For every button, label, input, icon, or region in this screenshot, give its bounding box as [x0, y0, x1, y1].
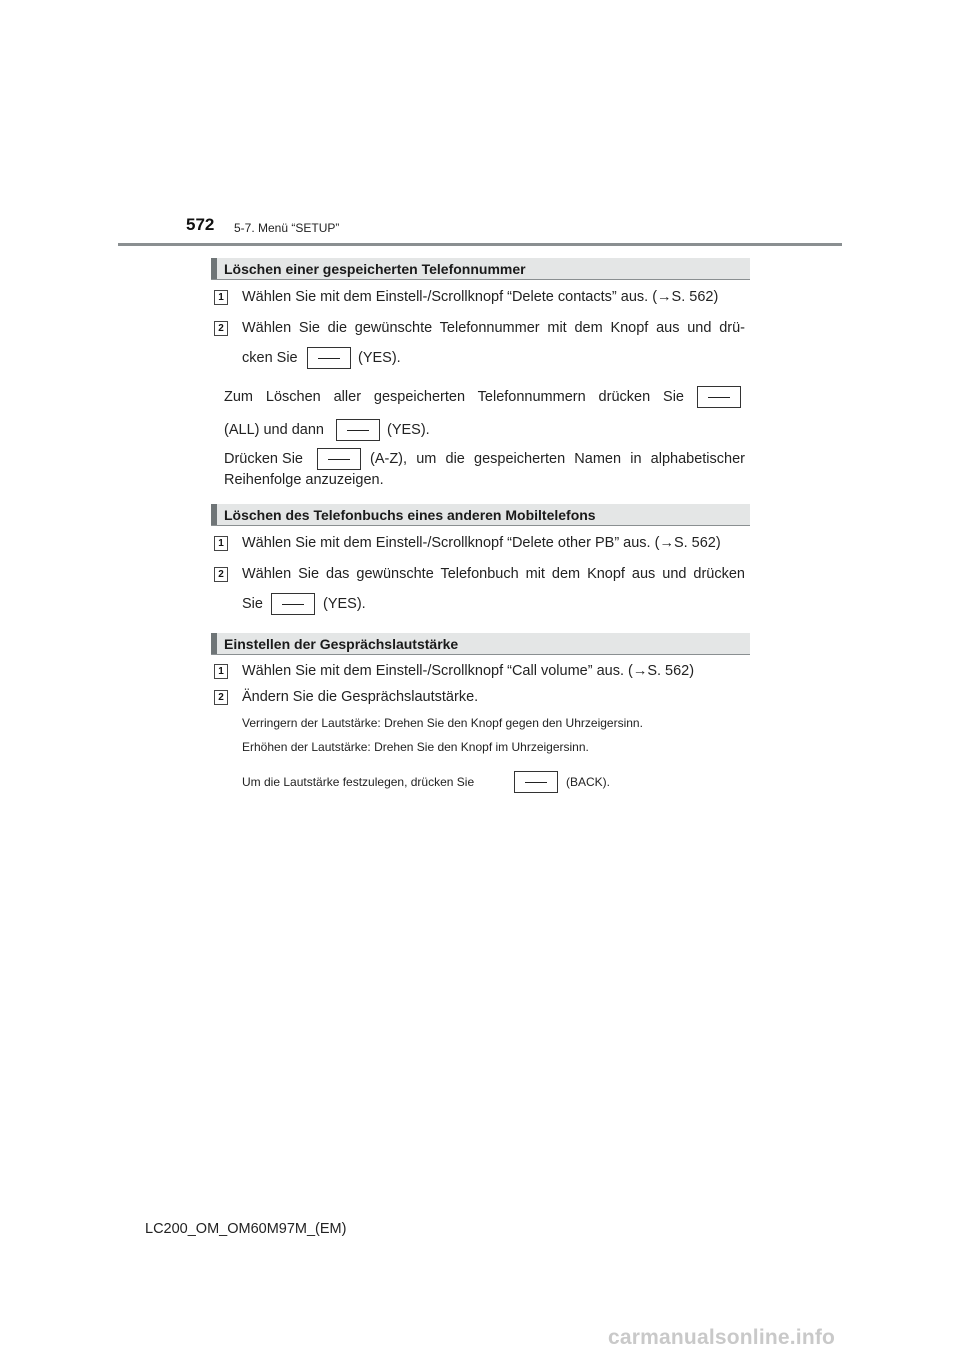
section-title: Einstellen der Gesprächslautstärke — [224, 636, 459, 652]
detail-text: Um die Lautstärke festzulegen, drücken Sie — [242, 775, 475, 789]
softkey-icon — [514, 771, 558, 793]
softkey-icon — [271, 593, 315, 615]
softkey-icon — [336, 419, 380, 441]
step-text: cken Sie — [242, 350, 298, 366]
step-text: Sie — [242, 596, 263, 612]
step-text: Wählen Sie mit dem Einstell-/Scrollknopf “Call volume” aus. (→S. 562) — [242, 663, 695, 679]
step-number-badge: 1 — [214, 664, 228, 679]
header-rule — [118, 243, 842, 246]
step-text: Wählen Sie mit dem Einstell-/Scrollknopf “Delete contacts” aus. (→S. 562) — [242, 289, 719, 305]
step-number-badge: 2 — [214, 321, 228, 336]
step-text: Wählen Sie mit dem Einstell-/Scrollknopf “Delete other PB” aus. (→S. 562) — [242, 535, 721, 551]
section-header-call-volume — [211, 633, 750, 655]
detail-text: (BACK). — [566, 775, 611, 789]
note-text: Reihenfolge anzuzeigen. — [224, 472, 384, 488]
step-text: Wählen Sie das gewünschte Telefonbuch mit dem Knopf aus und drücken — [242, 566, 745, 582]
detail-text: Erhöhen der Lautstärke: Drehen Sie den Knopf im Uhrzeigersinn. — [242, 740, 589, 754]
softkey-icon — [697, 386, 741, 408]
section-header-delete-phonebook — [211, 504, 750, 526]
step-number-badge: 1 — [214, 290, 228, 305]
section-title: Löschen des Telefonbuchs eines anderen Mobiltelefons — [224, 507, 596, 523]
section-header-delete-number — [211, 258, 750, 280]
step-text: (YES). — [358, 350, 401, 366]
document-code: LC200_OM_OM60M97M_(EM) — [145, 1221, 347, 1237]
step-number-badge: 2 — [214, 567, 228, 582]
step-text: Ändern Sie die Gesprächslautstärke. — [242, 689, 479, 705]
step-number-badge: 2 — [214, 690, 228, 705]
step-text: (YES). — [323, 596, 366, 612]
softkey-icon — [307, 347, 351, 369]
section-title: Löschen einer gespeicherten Telefonnummer — [224, 261, 526, 277]
note-text: (ALL) und dann — [224, 422, 324, 438]
chapter-title: 5-7. Menü “SETUP” — [234, 221, 340, 235]
note-text: Drücken Sie — [224, 451, 303, 467]
softkey-icon — [317, 448, 361, 470]
note-text: (YES). — [387, 422, 430, 438]
step-text: Wählen Sie die gewünschte Telefonnummer mit dem Knopf aus und drü- — [242, 320, 745, 336]
page-number: 572 — [186, 215, 215, 234]
watermark: carmanualsonline.info — [608, 1326, 836, 1349]
note-text: Zum Löschen aller gespeicherten Telefonnummern drücken Sie — [224, 389, 684, 405]
note-text: (A-Z), um die gespeicherten Namen in alphabetischer — [370, 451, 745, 467]
step-number-badge: 1 — [214, 536, 228, 551]
detail-text: Verringern der Lautstärke: Drehen Sie den Knopf gegen den Uhrzeigersinn. — [242, 716, 643, 730]
